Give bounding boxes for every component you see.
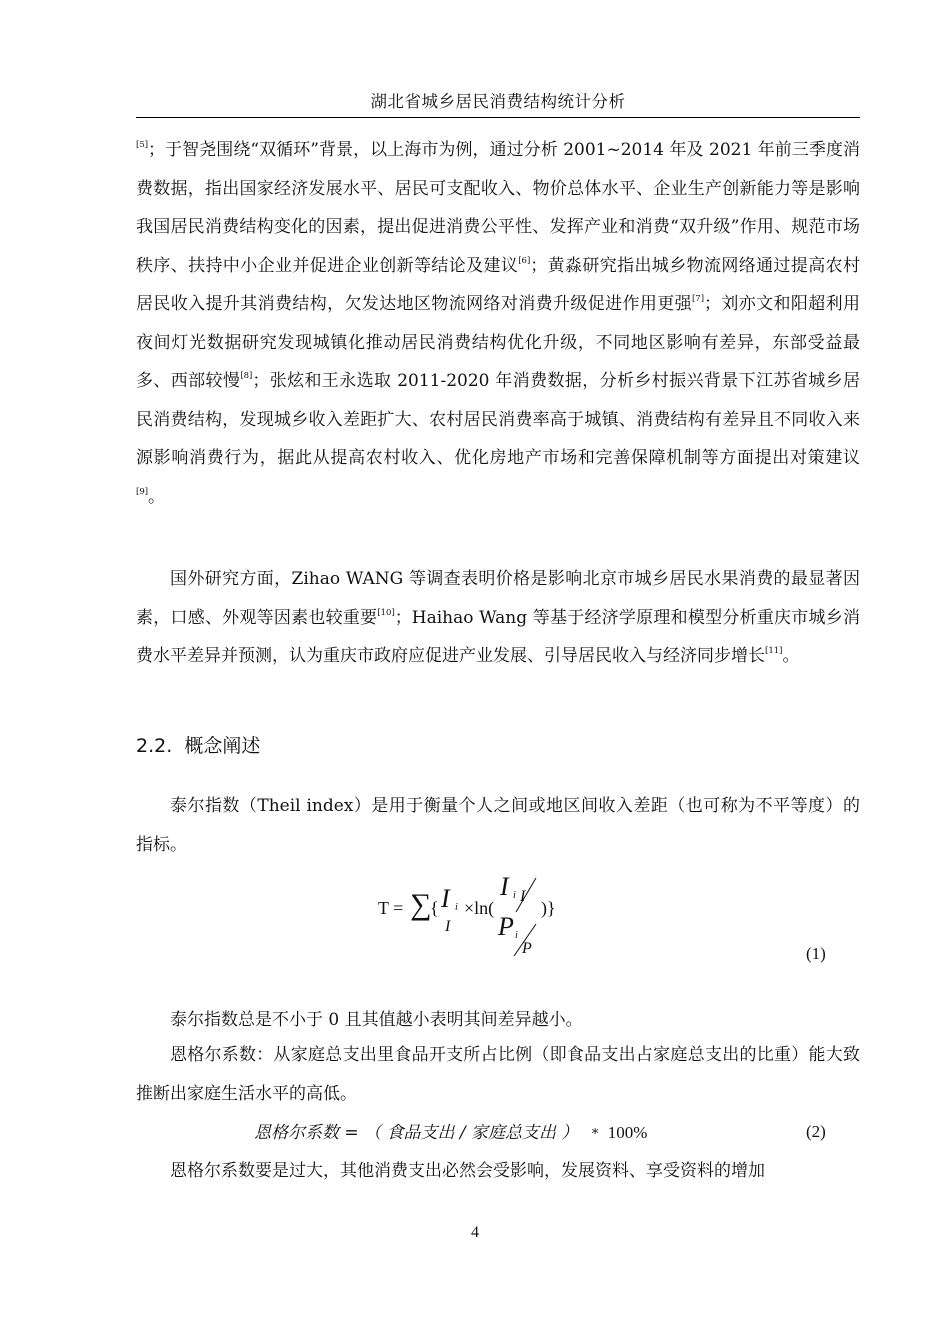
paragraph-theil-definition: 泰尔指数（Theil index）是用于衡量个人之间或地区间收入差距（也可称为不平等度）的指标。 bbox=[136, 796, 860, 855]
paragraph-engel-note: 恩格尔系数要是过大，其他消费支出必然会受影响，发展资料、享受资料的增加 bbox=[170, 1161, 765, 1181]
formula-var-i-total: I bbox=[445, 918, 451, 935]
text-run: 国外研究方面，Zihao WANG 等调查表明价格是影响北京市城乡居民水果消费的最显著因素，口感、外观等因素也较重要 bbox=[136, 569, 860, 628]
multiply-symbol: * bbox=[591, 1127, 599, 1142]
text-run: 。 bbox=[782, 646, 800, 666]
fraction-slashes bbox=[378, 870, 568, 970]
theil-formula bbox=[378, 870, 568, 970]
citation: [9] bbox=[136, 486, 149, 497]
paragraph-theil-note: 泰尔指数总是不小于 0 且其值越小表明其间差异越小。 bbox=[170, 1010, 583, 1030]
equation-number: (1) bbox=[806, 944, 826, 963]
paragraph-engel-definition: 恩格尔系数：从家庭总支出里食品开支所占比例（即食品支出占家庭总支出的比重）能大致推断出家庭生活水平的高低。 bbox=[136, 1045, 860, 1104]
text-run: 。 bbox=[148, 486, 166, 507]
section-number: 2.2. bbox=[136, 735, 173, 757]
text-run: ；刘亦文和阳超利用夜间灯光数据研究发现城镇化推动居民消费结构优化升级，不同地区影响有差异，东部受益最多、西部较慢 bbox=[136, 294, 861, 391]
citation: [8] bbox=[240, 371, 253, 381]
formula-brace: { bbox=[430, 898, 439, 918]
citation: [11] bbox=[765, 646, 783, 656]
sum-symbol: ∑ bbox=[410, 888, 432, 921]
formula-var-i-total: I bbox=[520, 888, 526, 905]
text-run: ；Haihao Wang 等基于经济学原理和模型分析重庆市城乡消费水平差异并预测，认为重庆市政府应促进产业发展、引导居民收入与经济同步增长 bbox=[136, 607, 860, 666]
text-run: ；黄淼研究指出城乡物流网络通过提高农村居民收入提升其消费结构，欠发达地区物流网络对消费升级促进作用更强 bbox=[136, 255, 861, 314]
section-heading bbox=[136, 730, 260, 762]
engel-formula-expression: 恩格尔系数 = （ 食品支出 / 家庭总支出 ） bbox=[254, 1123, 579, 1143]
formula-var-i: I bbox=[441, 884, 450, 913]
paragraph-literature-foreign bbox=[136, 560, 860, 676]
page-number: 4 bbox=[471, 1224, 479, 1241]
formula-lhs: T = bbox=[378, 898, 404, 918]
formula-subscript: i bbox=[515, 930, 518, 941]
percent-value: 100% bbox=[607, 1123, 648, 1142]
engel-formula bbox=[254, 1118, 647, 1150]
equation-number: (2) bbox=[806, 1122, 826, 1141]
text-run: ；张炫和王永选取 2011-2020 年消费数据，分析乡村振兴背景下江苏省城乡居民消费结构，发现城乡收入差距扩大、农村居民消费率高于城镇、消费结构有差异且不同收入来源影响消费行为，据此从提高农村收入、优化房地产市场和完善保障机制等方面提出对策建议 bbox=[136, 371, 860, 468]
formula-var-p-total: P bbox=[522, 940, 532, 957]
citation: [10] bbox=[377, 607, 395, 618]
paragraph-literature-domestic bbox=[136, 131, 860, 516]
formula-subscript: i bbox=[513, 890, 516, 901]
citation: [7] bbox=[691, 294, 705, 304]
formula-subscript: i bbox=[455, 902, 458, 913]
text-run: ；于智尧围绕“双循环”背景，以上海市为例，通过分析 2001~2014 年及 2021 年前三季度消费数据，指出国家经济发展水平、居民可支配收入、物价总体水平、企业生产创新能力等是影响我国居民消费结构变化的因素，提出促进消费公平性、发挥产业和消费“双升级”作用、规范市场秩序、扶持中小企业并促进企业创新等结论及建议 bbox=[136, 140, 860, 276]
citation: [5] bbox=[136, 140, 149, 150]
formula-times-ln: ×ln( bbox=[464, 898, 495, 918]
running-header: 湖北省城乡居民消费结构统计分析 bbox=[136, 91, 860, 118]
section-title: 概念阐述 bbox=[184, 735, 261, 757]
formula-var-p: P bbox=[498, 912, 514, 941]
formula-var-i: I bbox=[500, 872, 509, 901]
citation: [6] bbox=[518, 255, 531, 266]
formula-close: )} bbox=[541, 898, 556, 918]
